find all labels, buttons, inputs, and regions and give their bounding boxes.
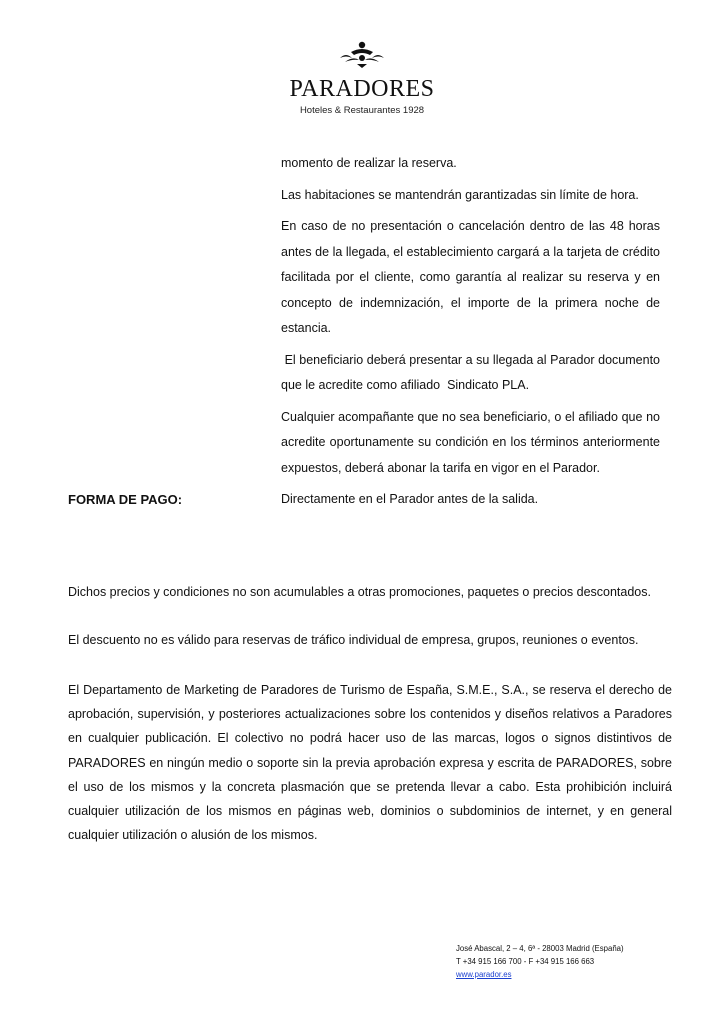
- website-link[interactable]: www.parador.es: [456, 970, 512, 979]
- brand-tagline: Hoteles & Restaurantes 1928: [299, 105, 425, 116]
- parador-crown-icon: [337, 40, 387, 70]
- payment-value: Directamente en el Parador antes de la salida.: [281, 492, 539, 506]
- footer-contact: [456, 942, 624, 981]
- condition-paragraph: Cualquier acompañante que no sea beneficiario, o el afiliado que no acredite oportunamente su condición en los términos anteriormente expuestos, deberá abonar la tarifa en vigor en el Parador.: [281, 409, 660, 475]
- payment-label: FORMA DE PAGO:: [68, 492, 183, 507]
- condition-paragraph: Las habitaciones se mantendrán garantizadas sin límite de hora.: [281, 187, 639, 202]
- condition-paragraph: momento de realizar la reserva.: [281, 156, 457, 170]
- paradores-logo: [270, 40, 454, 116]
- condition-paragraph: El beneficiario deberá presentar a su llegada al Parador documento que le acredite como afiliado Sindicato PLA.: [281, 352, 664, 392]
- brand-name: PARADORES: [289, 76, 435, 102]
- footer-address: José Abascal, 2 – 4, 6ª - 28003 Madrid (España): [456, 944, 624, 953]
- note-text: El Departamento de Marketing de Paradores de Turismo de España, S.M.E., S.A., se reserva el derecho de aprobación, supervisión, y posteriores actualizaciones sobre los contenidos y diseños relativos a Paradores en cualquier publicación. El colectivo no podrá hacer uso de las marcas, logos o signos distintivos de PARADORES en ningún medio o soporte sin la previa aprobación expresa y escrita de PARADORES, sobre el uso de los mismos y la concreta plasmación que se pretenda llevar a cabo. Esta prohibición incluirá cualquier utilización de los mismos en páginas web, dominios o subdominios de internet, y en general cualquier utilización o alusión de los mismos.: [68, 683, 672, 843]
- note-text: Dichos precios y condiciones no son acumulables a otras promociones, paquetes o precios descontados.: [68, 585, 651, 599]
- conditions-column: [281, 151, 664, 487]
- not-cumulative-note: [68, 580, 672, 604]
- marketing-note: [68, 678, 672, 847]
- footer-phone: T +34 915 166 700 - F +34 915 166 663: [456, 957, 595, 966]
- note-text: El descuento no es válido para reservas de tráfico individual de empresa, grupos, reuniones o eventos.: [68, 633, 639, 647]
- not-valid-note: [68, 628, 672, 652]
- condition-paragraph: En caso de no presentación o cancelación dentro de las 48 horas antes de la llegada, el establecimiento cargará a la tarjeta de crédito facilitada por el cliente, como garantía al realizar su reserva y en concepto de indemnización, el importe de la primera noche de estancia.: [281, 219, 660, 335]
